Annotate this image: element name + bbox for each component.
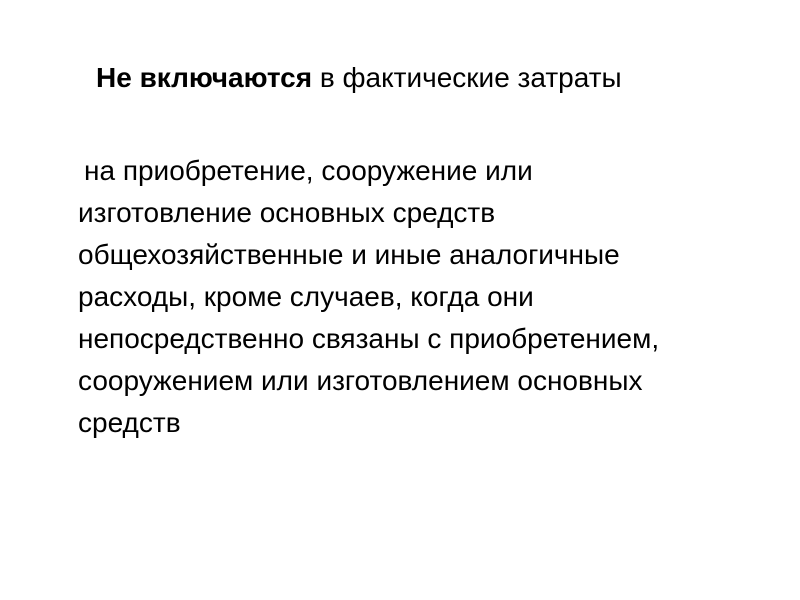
slide-body: [78, 150, 778, 444]
slide-title: [96, 58, 622, 98]
slide-title-bold: Не включаются: [96, 62, 313, 93]
body-line: общехозяйственные и иные аналогичные: [78, 239, 620, 270]
body-line: расходы, кроме случаев, когда они: [78, 281, 534, 312]
body-line: сооружением или изготовлением основных: [78, 365, 643, 396]
body-line: изготовление основных средств: [78, 197, 496, 228]
slide-title-rest: в фактические затраты: [312, 62, 622, 93]
body-line: непосредственно связаны с приобретением,: [78, 323, 660, 354]
body-line: средств: [78, 407, 181, 438]
body-line: на приобретение, сооружение или: [84, 155, 533, 186]
